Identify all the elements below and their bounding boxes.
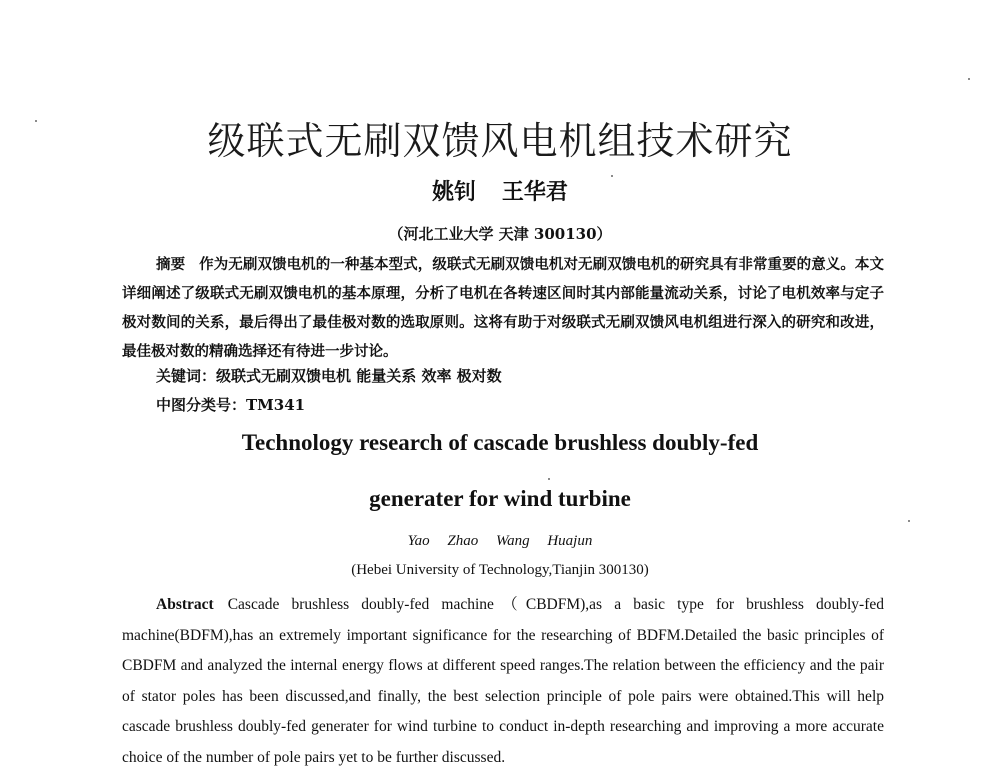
scan-speck (611, 175, 613, 177)
abstract-label-english: Abstract (156, 596, 214, 613)
abstract-text-english: Cascade brushless doubly-fed machine（CBDFM),as a basic type for brushless doubly-fed machine(BDFM),has an extremely important significance for the researching of BDFM.Detailed the basic principles of CBDFM and analyzed the internal energy flows at different speed ranges.The relation between the efficiency and the pair of stator poles has been discussed,and finally, the best selection principle of pole pairs were obtained.This will help cascade brushless doubly-fed generater for wind turbine to conduct in-depth researching and improving a more accurate choice of the number of pole pairs yet to be further discussed. (122, 596, 884, 766)
scan-speck (35, 120, 37, 122)
affiliation-chinese: （河北工业大学 天津 300130） (388, 225, 612, 243)
scan-speck (968, 78, 970, 80)
abstract-label-chinese: 摘要 (156, 256, 186, 273)
scan-speck (908, 520, 910, 522)
classification-number: 中图分类号：TM341 (156, 396, 306, 414)
scan-speck (548, 478, 550, 480)
paper-title-english-line1: Technology research of cascade brushless doubly-fed (241, 430, 759, 455)
paper-title-chinese: 级联式无刷双馈风电机组技术研究 (207, 119, 793, 163)
affiliation-english: (Hebei University of Technology,Tianjin 300130) (351, 562, 649, 578)
abstract-text-chinese: 作为无刷双馈电机的一种基本型式，级联式无刷双馈电机对无刷双馈电机的研究具有非常重要的意义。本文详细阐述了级联式无刷双馈电机的基本原理，分析了电机在各转速区间时其内部能量流动关系，讨论了电机效率与定子极对数间的关系，最后得出了最佳极对数的选取原则。这将有助于对级联式无刷双馈风电机组进行深入的研究和改进，最佳极对数的精确选择还有待进一步讨论。 (122, 256, 885, 360)
authors-english: Yao Zhao Wang Huajun (407, 533, 593, 549)
abstract-english (122, 590, 884, 773)
paper-title-english-line2: generater for wind turbine (369, 486, 631, 511)
authors-chinese: 姚钊 王华君 (432, 179, 568, 205)
abstract-chinese (122, 250, 884, 366)
keywords-chinese: 关键词：级联式无刷双馈电机 能量关系 效率 极对数 (156, 367, 502, 385)
